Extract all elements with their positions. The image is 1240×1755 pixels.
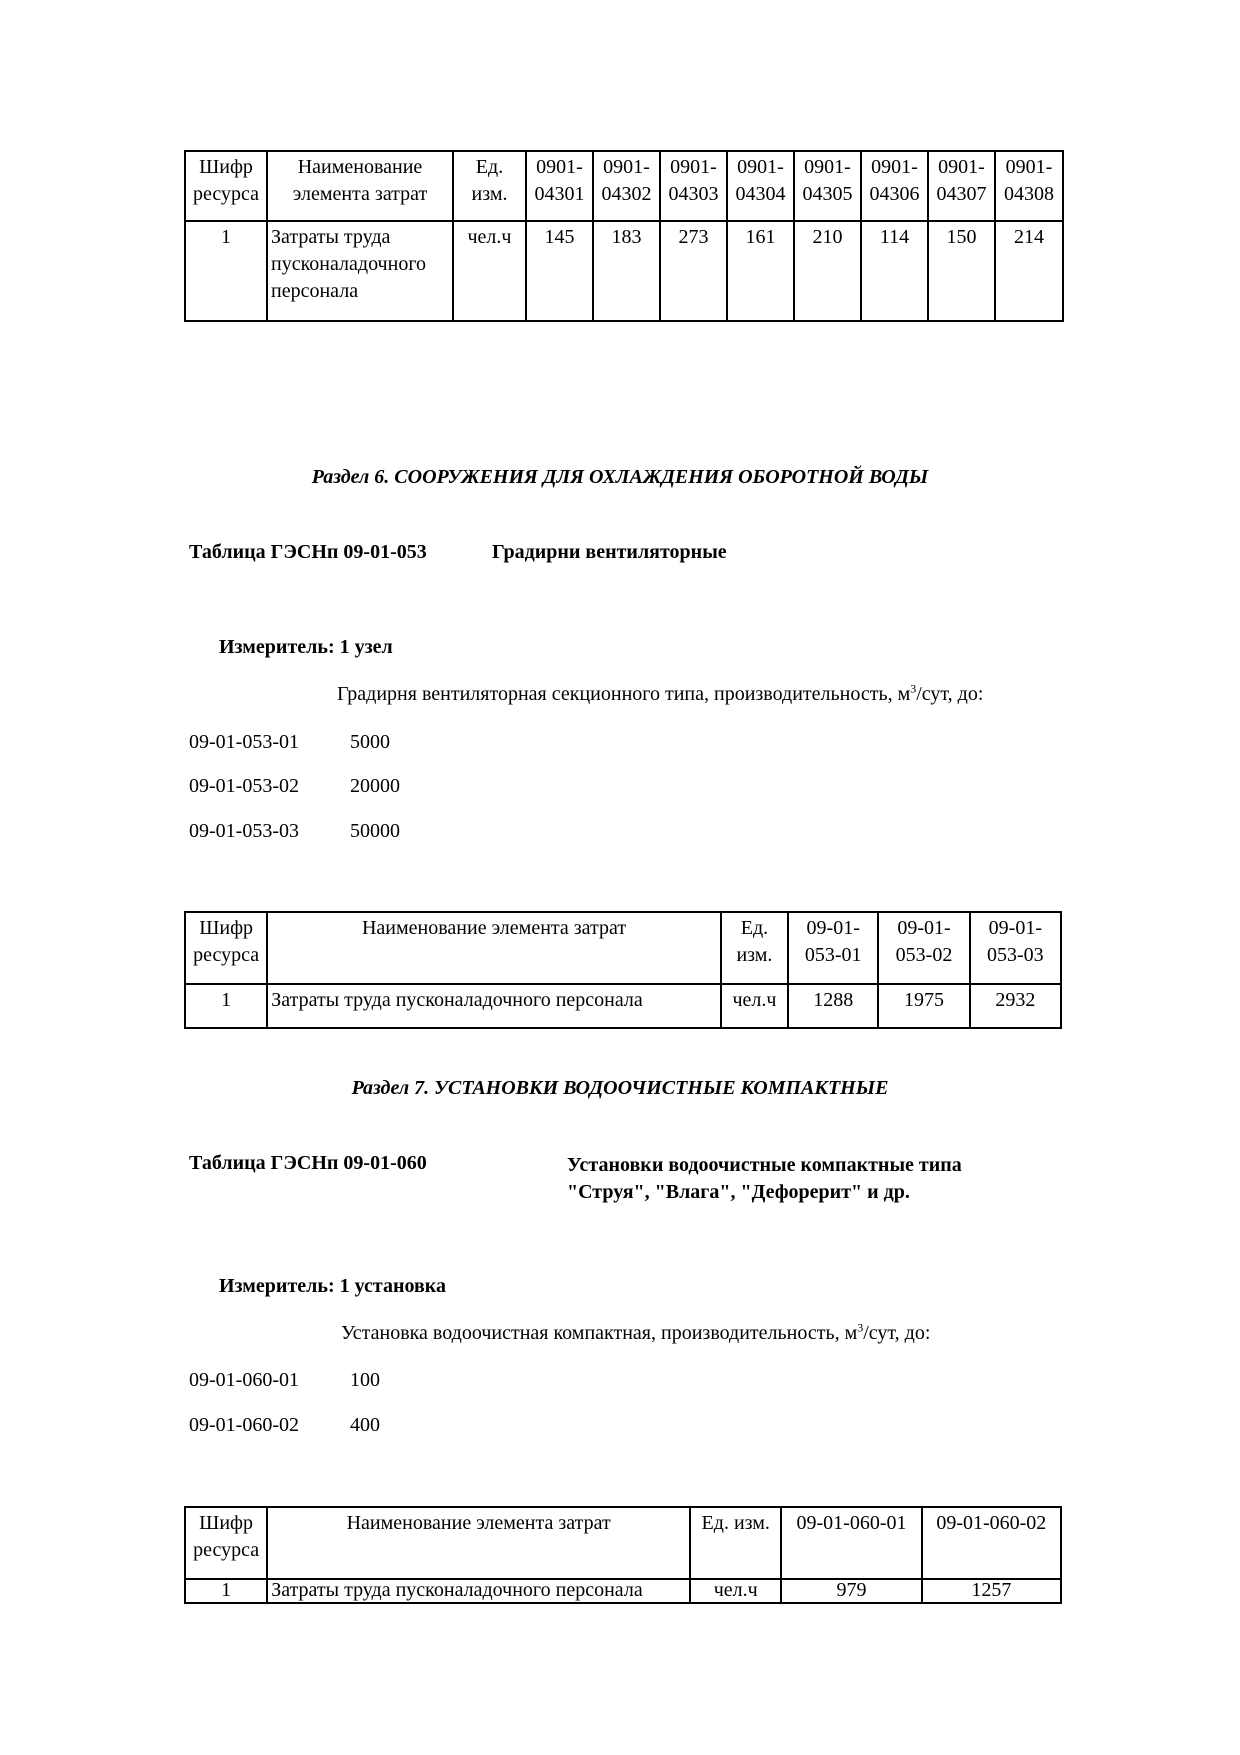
meter-label: Измеритель: 1 узел [219,636,393,658]
header-cell-code: 09-01- 053-03 [970,912,1061,984]
cell-cost-element: Затраты труда пусконаладочного персонала [267,984,721,1028]
header-cell-cost-element: Наименование элемента затрат [267,151,453,221]
table-row [185,984,1061,1028]
header-cell-resource-code: Шифр ресурса [185,151,267,221]
header-cell-unit: Ед. изм. [690,1507,781,1579]
header-cell-code: 09-01-060-01 [781,1507,921,1579]
meter-label: Измеритель: 1 установка [219,1275,446,1297]
list-item-code: 09-01-053-02 [189,775,299,797]
cell-value: 183 [593,221,660,321]
table-header-row [185,912,1061,984]
cell-cost-element: Затраты труда пусконаладочного персонала [267,1579,690,1603]
header-cell-cost-element: Наименование элемента затрат [267,912,721,984]
list-item-value: 5000 [350,731,390,753]
header-cell-code: 0901- 04306 [861,151,928,221]
cell-unit: чел.ч [721,984,788,1028]
cell-value: 145 [526,221,593,321]
table-header-row [185,151,1063,221]
cell-value: 1288 [788,984,878,1028]
cell-value: 1257 [922,1579,1061,1603]
table-row [185,221,1063,321]
table-label: Таблица ГЭСНп 09-01-060 [189,1152,427,1174]
header-cell-code: 0901- 04301 [526,151,593,221]
header-cell-resource-code: Шифр ресурса [185,912,267,984]
list-item-code: 09-01-053-01 [189,731,299,753]
cell-value: 979 [781,1579,921,1603]
resource-table-3 [184,1506,1062,1604]
list-item-code: 09-01-060-01 [189,1369,299,1391]
list-item-value: 50000 [350,820,400,842]
header-cell-code: 0901- 04304 [727,151,794,221]
cell-value: 214 [995,221,1063,321]
cell-cost-element: Затраты труда пусконаладочного персонала [267,221,453,321]
cell-unit: чел.ч [453,221,526,321]
header-cell-code: 0901- 04302 [593,151,660,221]
list-item-code: 09-01-053-03 [189,820,299,842]
description: Установка водоочистная компактная, производительность, $м^3$/сут, до: [341,1320,931,1344]
cell-value: 273 [660,221,727,321]
header-cell-code: 0901- 04307 [928,151,995,221]
cell-value: 161 [727,221,794,321]
table-row [185,1579,1061,1603]
cell-resource-code: 1 [185,1579,267,1603]
description: Градирня вентиляторная секционного типа, производительность, $м^3$/сут, до: [337,681,984,705]
cell-unit: чел.ч [690,1579,781,1603]
list-item-code: 09-01-060-02 [189,1414,299,1436]
header-cell-code: 09-01- 053-01 [788,912,878,984]
header-cell-cost-element: Наименование элемента затрат [267,1507,690,1579]
header-cell-unit: Ед. изм. [721,912,788,984]
cell-value: 2932 [970,984,1061,1028]
table-label: Таблица ГЭСНп 09-01-053 [189,541,427,563]
cell-value: 210 [794,221,861,321]
resource-table-1 [184,150,1064,322]
table-name: Градирни вентиляторные [492,541,727,563]
header-cell-unit: Ед. изм. [453,151,526,221]
section-7-title: Раздел 7. УСТАНОВКИ ВОДООЧИСТНЫЕ КОМПАКТНЫЕ [351,1077,889,1099]
resource-table-2 [184,911,1062,1029]
header-cell-resource-code: Шифр ресурса [185,1507,267,1579]
list-item-value: 100 [350,1369,380,1391]
cell-value: 150 [928,221,995,321]
section-6-title: Раздел 6. СООРУЖЕНИЯ ДЛЯ ОХЛАЖДЕНИЯ ОБОРОТНОЙ ВОДЫ [311,466,929,488]
list-item-value: 400 [350,1414,380,1436]
cell-resource-code: 1 [185,221,267,321]
table-header-row [185,1507,1061,1579]
cell-resource-code: 1 [185,984,267,1028]
header-cell-code: 0901- 04308 [995,151,1063,221]
list-item-value: 20000 [350,775,400,797]
header-cell-code: 09-01-060-02 [922,1507,1061,1579]
table-name: Установки водоочистные компактные типа "Струя", "Влага", "Дефорерит" и др. [567,1154,962,1203]
header-cell-code: 0901- 04305 [794,151,861,221]
cell-value: 1975 [878,984,969,1028]
header-cell-code: 09-01- 053-02 [878,912,969,984]
cell-value: 114 [861,221,928,321]
header-cell-code: 0901- 04303 [660,151,727,221]
